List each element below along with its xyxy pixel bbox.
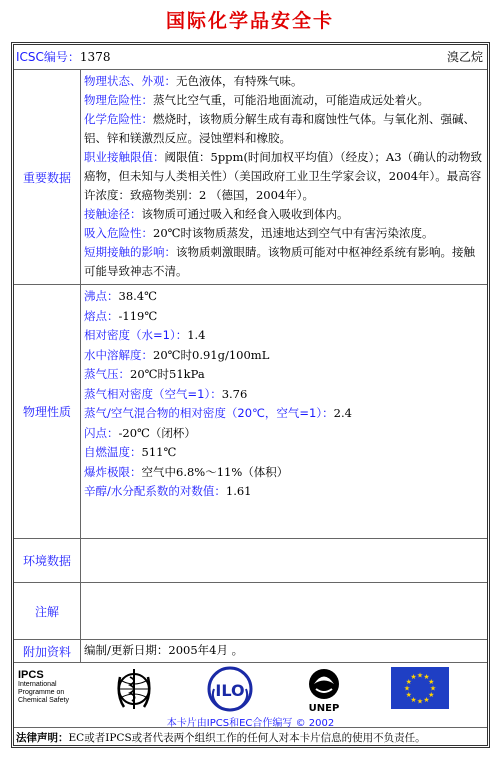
- property-value: 阈限值：5ppm(时间加权平均值）（经皮）；A3（确认的动物致癌物，但未知与人类相关性）（美国政府工业卫生学家会议，2004年）。最高容许浓度：致癌物类别：2 （德国，2004年）。: [84, 150, 483, 202]
- property-key: 物理状态、外观：: [84, 74, 176, 88]
- property-item: [84, 110, 484, 148]
- eu-star-icon: ★: [405, 678, 412, 686]
- property-item: [84, 224, 484, 243]
- who-emblem-icon: [110, 665, 158, 713]
- property-key: 短期接触的影响：: [84, 245, 176, 259]
- property-key: 熔点：: [84, 308, 119, 323]
- property-key: 蒸气/空气混合物的相对密度（20℃，空气=1）：: [84, 406, 334, 420]
- property-key: 闪点：: [84, 425, 119, 440]
- property-value: 无色液体，有特殊气味。: [176, 74, 303, 88]
- property-key: 蒸气压：: [84, 367, 130, 381]
- physical-content: [82, 285, 487, 538]
- property-item: [84, 287, 484, 307]
- organization-logos: [14, 663, 487, 728]
- property-key: 吸入危险性：: [84, 226, 153, 240]
- section-label-physical: 物理性质: [14, 285, 81, 538]
- eu-star-icon: ★: [429, 684, 437, 693]
- property-item: [84, 385, 484, 405]
- property-value: -20℃（闭杯）: [118, 425, 196, 440]
- safety-card: [11, 42, 490, 748]
- property-key: 化学危险性：: [84, 112, 153, 126]
- ilo-emblem-text: ILO: [215, 681, 245, 700]
- property-key: 接触途径：: [84, 207, 142, 221]
- property-item: [84, 326, 484, 346]
- property-item: [84, 72, 484, 91]
- property-item: [84, 205, 484, 224]
- section-label-environment: 环境数据: [14, 539, 81, 582]
- section-important: [14, 70, 487, 285]
- ipcs-line: International: [18, 681, 57, 688]
- property-key: 沸点：: [84, 289, 119, 303]
- property-item: [84, 243, 484, 281]
- eu-star-icon: ★: [403, 684, 411, 693]
- icsc-number-value: 1378: [79, 50, 111, 64]
- org-caption: 本卡片由IPCS和EC合作编写 © 2002: [166, 718, 335, 729]
- section-additional: [14, 640, 487, 663]
- icsc-number: [16, 45, 110, 70]
- ipcs-logo: [18, 669, 69, 705]
- eu-star-icon: ★: [416, 671, 424, 680]
- property-value: 空气中6.8%～11%（体积）: [141, 464, 289, 479]
- property-value: 511℃: [141, 445, 177, 459]
- eu-star-icon: ★: [410, 673, 417, 682]
- environment-content: [82, 539, 487, 582]
- ipcs-line: Programme on: [18, 689, 65, 696]
- section-physical: [14, 285, 487, 539]
- property-item: [84, 307, 484, 327]
- property-item: [84, 404, 484, 424]
- property-item: [84, 463, 484, 483]
- property-item: [84, 424, 484, 444]
- property-value: 2.4: [333, 406, 352, 420]
- property-key: 辛醇/水分配系数的对数值：: [84, 484, 226, 498]
- property-item: [84, 365, 484, 385]
- property-value: 蒸气比空气重，可能沿地面流动，可能造成远处着火。: [153, 93, 429, 107]
- icsc-number-label: ICSC编号：: [16, 50, 80, 64]
- eu-star-icon: ★: [428, 678, 435, 686]
- property-item: [84, 482, 484, 502]
- property-value: 该物质刺激眼睛。该物质可能对中枢神经系统有影响。接触可能导致神志不清。: [84, 245, 475, 278]
- property-key: 相对密度（水=1）：: [84, 328, 188, 342]
- section-environment: [14, 539, 487, 583]
- chemical-name: 溴乙烷: [446, 50, 483, 64]
- property-key: 自燃温度：: [84, 445, 142, 459]
- property-key: 爆炸极限：: [84, 464, 142, 479]
- disclaimer-label: 法律声明：: [16, 732, 69, 744]
- page-title: 国际化学品安全卡: [165, 10, 334, 32]
- section-notes: [14, 583, 487, 640]
- eu-star-icon: ★: [416, 697, 424, 706]
- property-item: [84, 346, 484, 366]
- ipcs-abbr: IPCS: [18, 669, 44, 681]
- eu-star-icon: ★: [410, 695, 417, 704]
- eu-flag-icon: [391, 667, 449, 709]
- property-value: 20℃时0.91g/100mL: [153, 347, 270, 362]
- property-item: [84, 443, 484, 463]
- property-key: 职业接触限值：: [84, 150, 165, 164]
- eu-star-icon: ★: [423, 673, 430, 682]
- notes-content: [82, 583, 487, 639]
- section-label-important: 重要数据: [14, 70, 81, 284]
- eu-star-icon: ★: [423, 695, 430, 704]
- property-key: 物理危险性：: [84, 93, 153, 107]
- ilo-emblem-icon: [206, 665, 254, 713]
- property-value: 20℃时51kPa: [130, 367, 205, 381]
- property-value: 燃烧时，该物质分解生成有毒和腐蚀性气体。与氧化剂、强碱、铝、锌和镁激烈反应。浸蚀塑料和橡胶。: [84, 112, 475, 145]
- property-value: 1.61: [225, 484, 252, 498]
- additional-content: 编制/更新日期：2005年4月 。: [84, 643, 244, 657]
- property-value: 3.76: [221, 386, 248, 401]
- section-label-notes: 注解: [14, 583, 81, 639]
- property-key: 蒸气相对密度（空气=1）：: [84, 386, 222, 401]
- property-key: 水中溶解度：: [84, 347, 153, 362]
- property-value: 20℃时该物质蒸发，迅速地达到空气中有害污染浓度。: [153, 226, 434, 240]
- property-value: -119℃: [118, 308, 158, 323]
- legal-disclaimer: [14, 728, 487, 748]
- property-item: [84, 148, 484, 205]
- important-content: [82, 70, 487, 284]
- property-value: 该物质可通过吸入和经食入吸收到体内。: [141, 207, 349, 221]
- card-header: [14, 45, 487, 70]
- disclaimer-text: EC或者IPCS或者代表两个组织工作的任何人对本卡片信息的使用不负责任。: [68, 732, 426, 744]
- section-label-additional: 附加资料: [14, 640, 81, 662]
- property-item: [84, 91, 484, 110]
- unep-emblem-text: UNEP: [308, 703, 340, 713]
- unep-emblem-icon: [300, 665, 348, 713]
- ipcs-line: Chemical Safety: [18, 697, 69, 704]
- property-value: 38.4℃: [118, 289, 157, 303]
- eu-star-icon: ★: [405, 691, 412, 699]
- eu-star-icon: ★: [428, 691, 435, 699]
- property-value: 1.4: [187, 328, 206, 342]
